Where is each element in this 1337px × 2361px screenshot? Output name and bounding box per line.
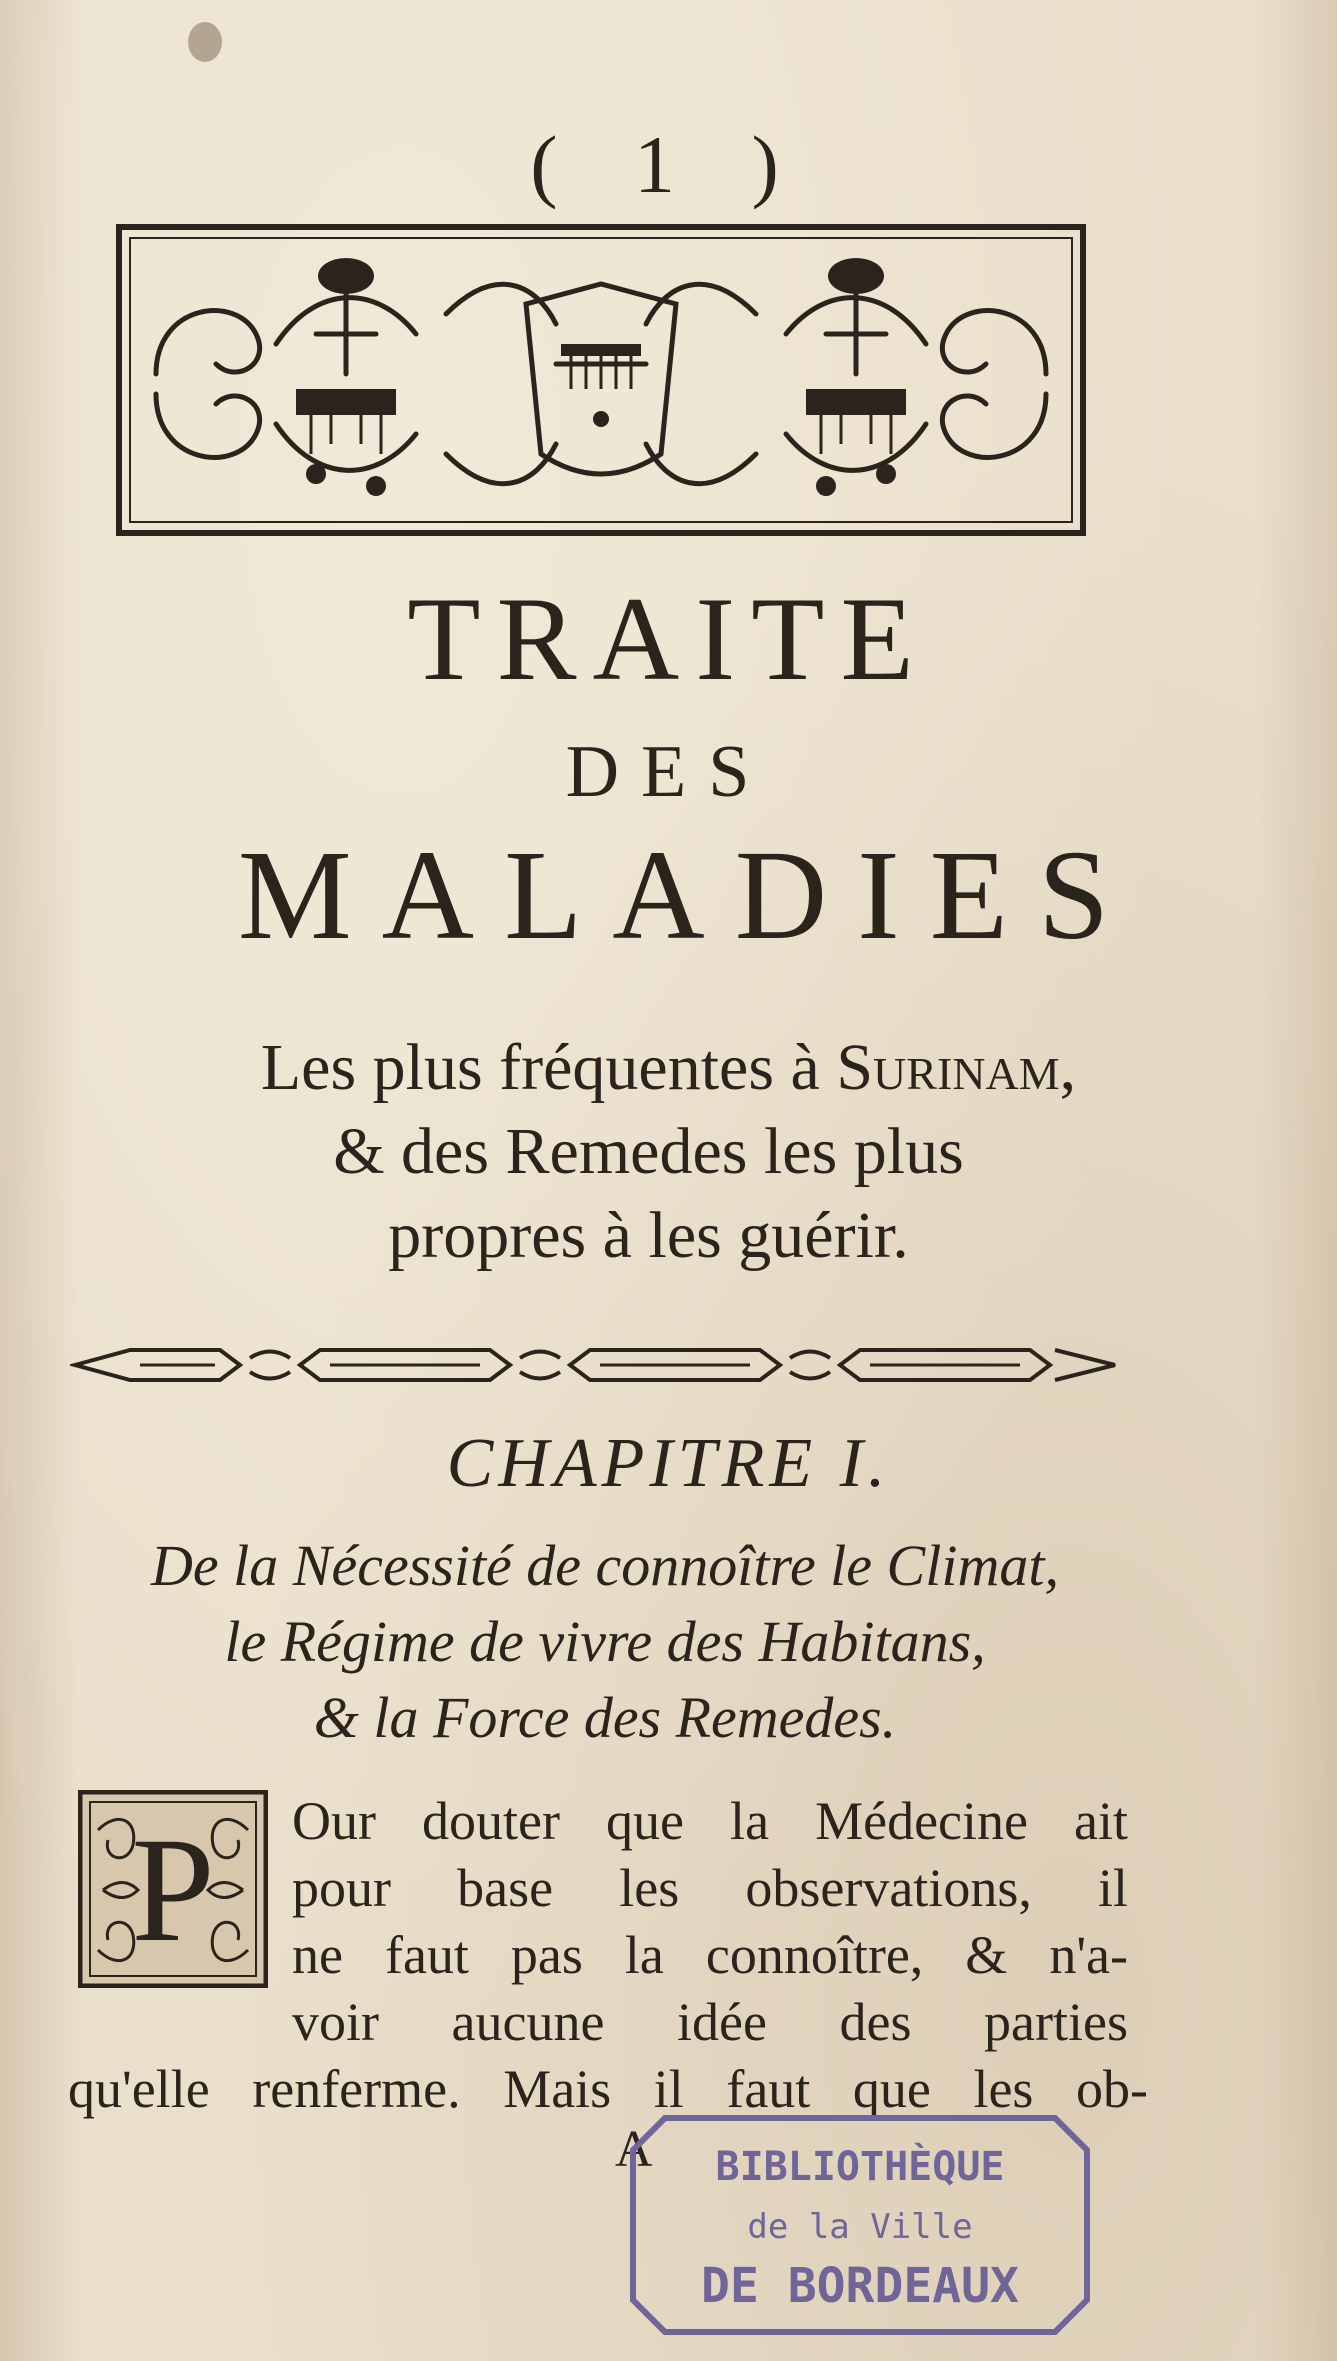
- stamp-line-1: BIBLIOTHÈQUE: [715, 2144, 1005, 2190]
- title-line-4: [60, 1030, 1277, 1106]
- ornamental-headpiece: [116, 224, 1086, 536]
- body-line-5: qu'elle renferme. Mais il faut que les ob-: [68, 2059, 1148, 2119]
- title-line-6: propres à les guérir.: [388, 1199, 909, 1272]
- library-stamp: [625, 2110, 1095, 2340]
- title-line-5: & des Remedes les plus: [333, 1115, 964, 1188]
- title-place-name: Surinam: [836, 1031, 1060, 1104]
- page-number: ( 1 ): [530, 119, 807, 210]
- title-line-2: DES: [565, 731, 772, 813]
- chapter-subtitle-line-2: le Régime de vivre des Habitans,: [224, 1609, 986, 1674]
- stamp-line-3: DE BORDEAUX: [701, 2258, 1019, 2314]
- title-line-4-prefix: Les plus fréquentes à: [260, 1031, 837, 1104]
- chapter-subtitle-line-1: De la Nécessité de connoître le Climat,: [151, 1533, 1059, 1598]
- chapter-subtitle-line-3: & la Force des Remedes.: [313, 1685, 897, 1750]
- title-line-4-suffix: ,: [1059, 1031, 1077, 1104]
- title-line-3: MALADIES: [237, 824, 1140, 966]
- chapter-heading: CHAPITRE I.: [446, 1425, 891, 1502]
- signature-mark: A: [615, 2121, 653, 2178]
- title-line-1: TRAITE: [407, 572, 930, 705]
- body-line-1: Our douter que la Médecine ait: [292, 1791, 1128, 1851]
- ornamental-rule: [70, 1340, 1120, 1390]
- body-line-4: voir aucune idée des parties: [292, 1992, 1128, 2052]
- stamp-line-2: de la Ville: [747, 2207, 973, 2247]
- initial-letter-glyph: P: [131, 1807, 215, 1973]
- decorated-initial-letter: [78, 1790, 268, 1988]
- body-line-3: ne faut pas la connoître, & n'a-: [292, 1925, 1128, 1985]
- body-line-2: pour base les observations, il: [292, 1858, 1128, 1918]
- ink-spot: [188, 22, 222, 62]
